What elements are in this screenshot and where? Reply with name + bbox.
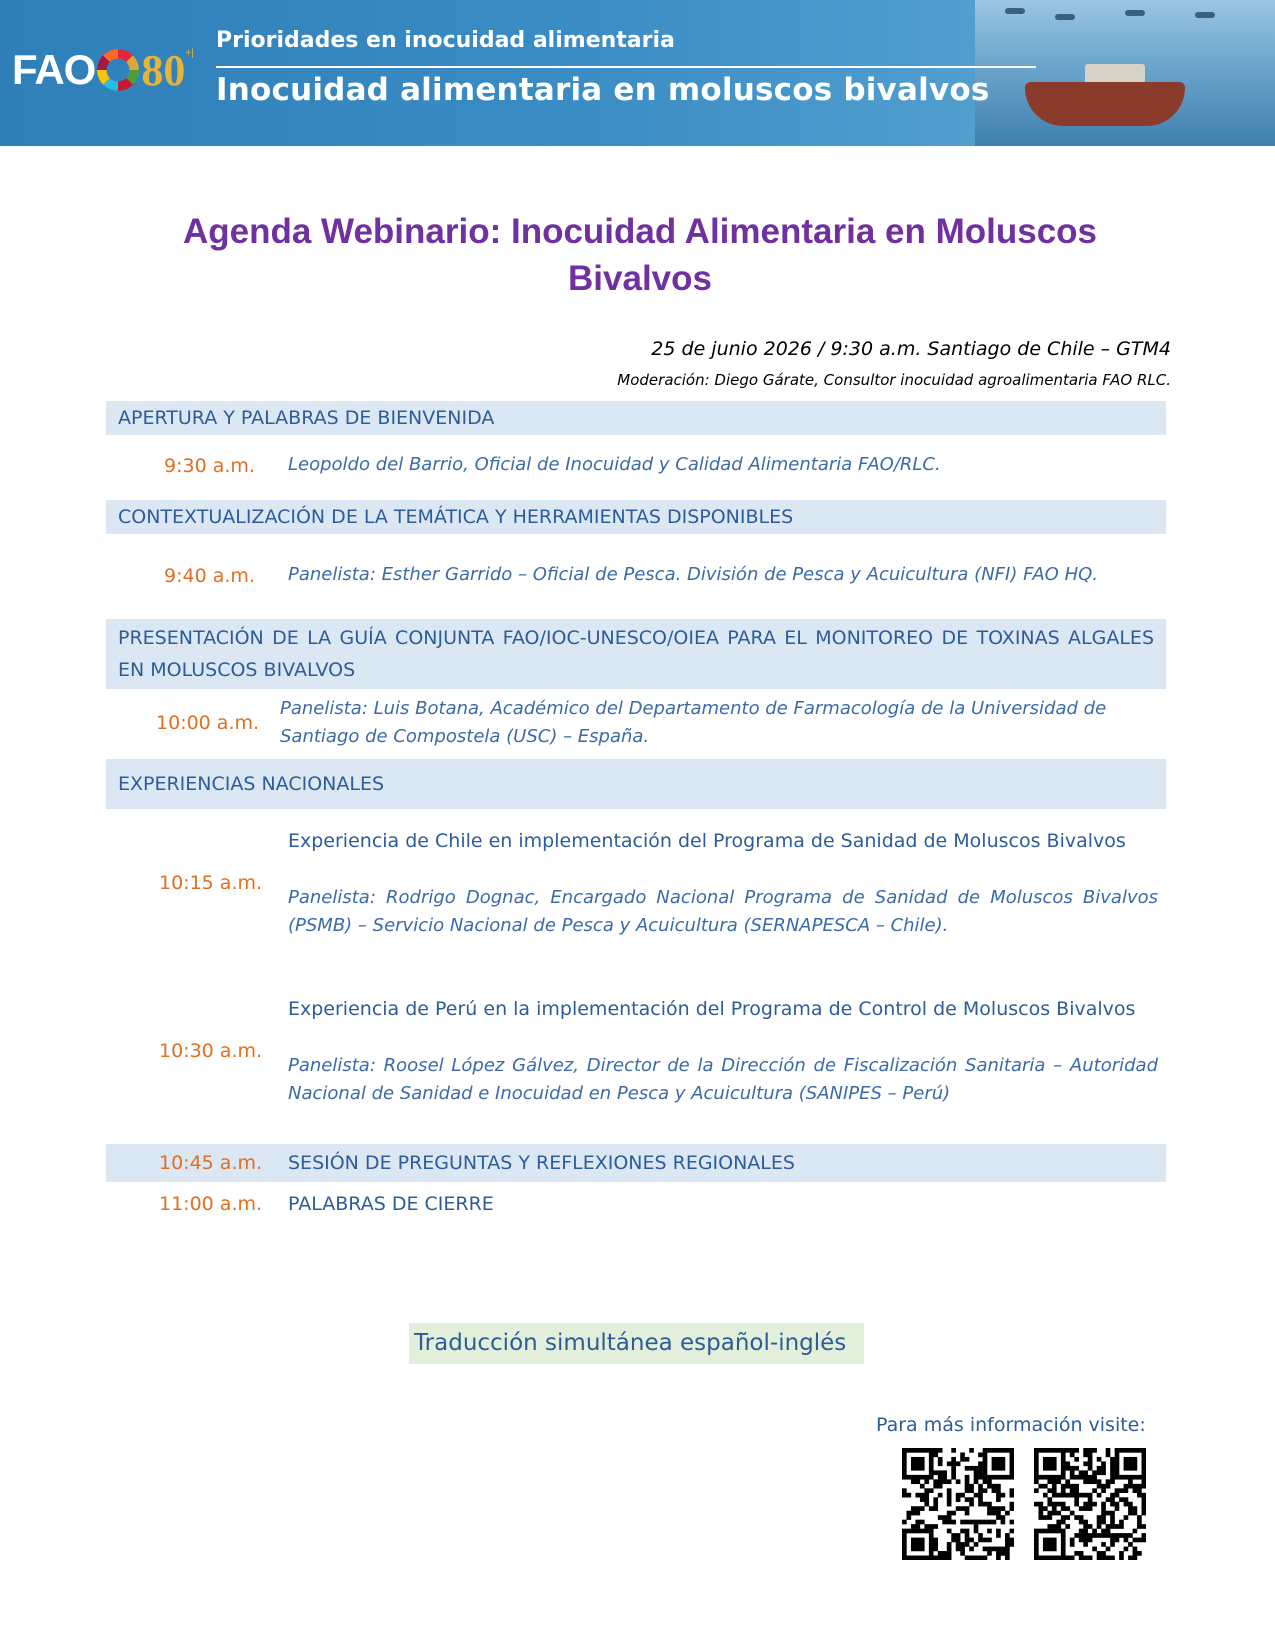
sdg-wheel-icon (97, 49, 139, 91)
distant-boat (1005, 8, 1025, 14)
distant-boat (1125, 10, 1145, 16)
fao-logo-number: 80 (141, 45, 186, 95)
section-heading-questions: SESIÓN DE PREGUNTAS Y REFLEXIONES REGIONALES (288, 1152, 795, 1174)
agenda-time: 10:15 a.m. (159, 872, 263, 894)
fishing-boat (1025, 82, 1185, 126)
event-date: 25 de junio 2026 / 9:30 a.m. Santiago de Chile – GTM4 (651, 338, 1171, 360)
agenda-time: 11:00 a.m. (159, 1193, 263, 1215)
section-header-context: CONTEXTUALIZACIÓN DE LA TEMÁTICA Y HERRAMIENTAS DISPONIBLES (106, 500, 1166, 534)
more-info-label: Para más información visite: (876, 1414, 1146, 1436)
speaker-text: Panelista: Roosel López Gálvez, Director de la Dirección de Fiscalización Sanitaria – Autoridad Nacional de Sanidad e Inocuidad en Pesca y Acuicultura (SANIPES – Perú) (288, 1055, 1158, 1104)
translation-note: Traducción simultánea español-inglés (409, 1323, 864, 1364)
speaker-text: Panelista: Esther Garrido – Oficial de Pesca. División de Pesca y Acuicultura (NFI) FAO HQ. (288, 564, 1098, 585)
boat-photo (975, 0, 1275, 146)
moderation-line: Moderación: Diego Gárate, Consultor inocuidad agroalimentaria FAO RLC. (617, 371, 1171, 389)
speaker-text: Leopoldo del Barrio, Oficial de Inocuidad y Calidad Alimentaria FAO/RLC. (288, 454, 941, 475)
agenda-time: 10:30 a.m. (159, 1040, 263, 1062)
banner-divider (216, 66, 1036, 68)
header-banner (0, 0, 1275, 146)
section-header-opening: APERTURA Y PALABRAS DE BIENVENIDA (106, 401, 1166, 435)
agenda-time: 10:00 a.m. (156, 712, 260, 734)
qr-code[interactable] (1034, 1448, 1146, 1560)
presentation-title: Experiencia de Chile en implementación del Programa de Sanidad de Moluscos Bivalvos (288, 830, 1126, 852)
agenda-time: 10:45 a.m. (159, 1152, 263, 1174)
agenda-time: 9:40 a.m. (164, 565, 255, 587)
section-header-national: EXPERIENCIAS NACIONALES (106, 759, 1166, 809)
qr-code[interactable] (902, 1448, 1014, 1560)
distant-boat (1055, 14, 1075, 20)
logo-plus-icon: +| (185, 48, 194, 59)
distant-boat (1195, 12, 1215, 18)
section-heading-closing: PALABRAS DE CIERRE (288, 1193, 494, 1215)
speaker-text: Panelista: Rodrigo Dognac, Encargado Nacional Programa de Sanidad de Moluscos Bivalvos (PSMB) – Servicio Nacional de Pesca y Acuicultura (SERNAPESCA – Chile). (288, 887, 1158, 936)
fao80-logo (12, 42, 194, 98)
fao-logo-text: FAO (12, 46, 96, 93)
banner-title: Inocuidad alimentaria en moluscos bivalvos (216, 72, 990, 108)
section-header-guide: PRESENTACIÓN DE LA GUÍA CONJUNTA FAO/IOC-UNESCO/OIEA PARA EL MONITOREO DE TOXINAS ALGALES EN MOLUSCOS BIVALVOS (106, 619, 1166, 689)
document-title: Agenda Webinario: Inocuidad Alimentaria en Moluscos Bivalvos (182, 212, 1098, 298)
banner-subtitle: Prioridades en inocuidad alimentaria (216, 28, 675, 53)
presentation-title: Experiencia de Perú en la implementación del Programa de Control de Moluscos Bivalvos (288, 998, 1136, 1020)
agenda-time: 9:30 a.m. (164, 455, 255, 477)
speaker-text: Panelista: Luis Botana, Académico del Departamento de Farmacología de la Universidad de Santiago de Compostela (USC) – España. (280, 698, 1107, 747)
